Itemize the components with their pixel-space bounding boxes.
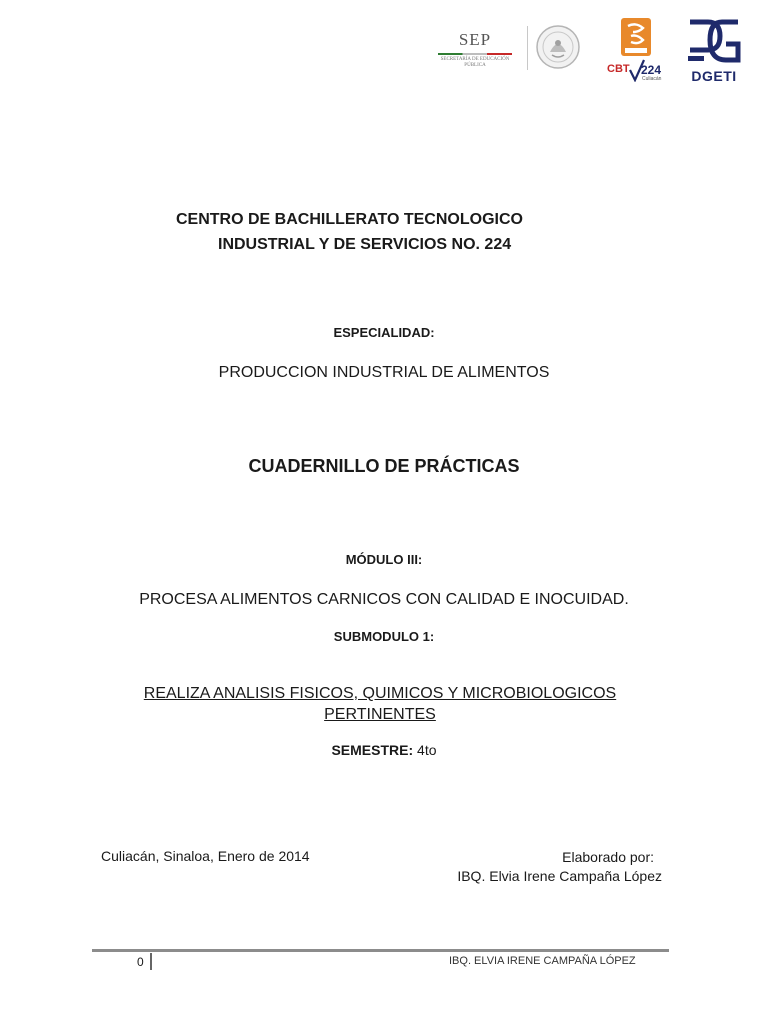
modulo-label: MÓDULO III: xyxy=(345,552,423,567)
cbt-logo-icon xyxy=(621,18,651,56)
sep-logo-bar xyxy=(438,53,512,55)
submodulo-label: SUBMODULO 1: xyxy=(333,629,435,644)
footer-author: IBQ. ELVIA IRENE CAMPAÑA LÓPEZ xyxy=(449,955,636,967)
semestre-line xyxy=(0,742,768,758)
dgeti-logo-text: DGETI xyxy=(691,68,737,84)
especialidad-label: ESPECIALIDAD: xyxy=(333,325,435,340)
national-seal-icon xyxy=(535,24,581,70)
place-date: Culiacán, Sinaloa, Enero de 2014 xyxy=(101,848,310,864)
cbt-logo-number: 224 xyxy=(641,63,662,77)
modulo-value: PROCESA ALIMENTOS CARNICOS CON CALIDAD E INOCUIDAD. xyxy=(139,591,629,608)
submodulo-value: REALIZA ANALISIS FISICOS, QUIMICOS Y MICROBIOLOGICOS PERTINENTES xyxy=(143,685,617,723)
semestre-value: 4to xyxy=(417,742,437,758)
elaborado-label: Elaborado por: xyxy=(562,849,654,865)
cbt-logo-subtitle: Culiacán xyxy=(642,76,662,82)
author-name: IBQ. Elvia Irene Campaña López xyxy=(457,868,662,884)
semestre-label: SEMESTRE: xyxy=(331,742,414,758)
sep-logo-subtitle: SECRETARÍA DE EDUCACIÓN PÚBLICA xyxy=(440,57,510,68)
authorship-block xyxy=(440,848,662,886)
cbt-logo-text: CBT xyxy=(607,63,630,75)
sep-logo xyxy=(434,28,516,72)
school-name-line-2: INDUSTRIAL Y DE SERVICIOS NO. 224 xyxy=(218,236,512,253)
especialidad-value: PRODUCCION INDUSTRIAL DE ALIMENTOS xyxy=(218,364,550,381)
document-title: CUADERNILLO DE PRÁCTICAS xyxy=(248,456,520,476)
footer-rule xyxy=(92,949,669,952)
school-name-line-1: CENTRO DE BACHILLERATO TECNOLOGICO xyxy=(176,211,523,228)
sep-logo-text: SEP xyxy=(458,30,492,49)
dgeti-logo-icon xyxy=(686,16,742,66)
page-number: 0 xyxy=(137,955,144,969)
logo-divider xyxy=(527,26,528,70)
page-number-divider xyxy=(150,953,152,970)
